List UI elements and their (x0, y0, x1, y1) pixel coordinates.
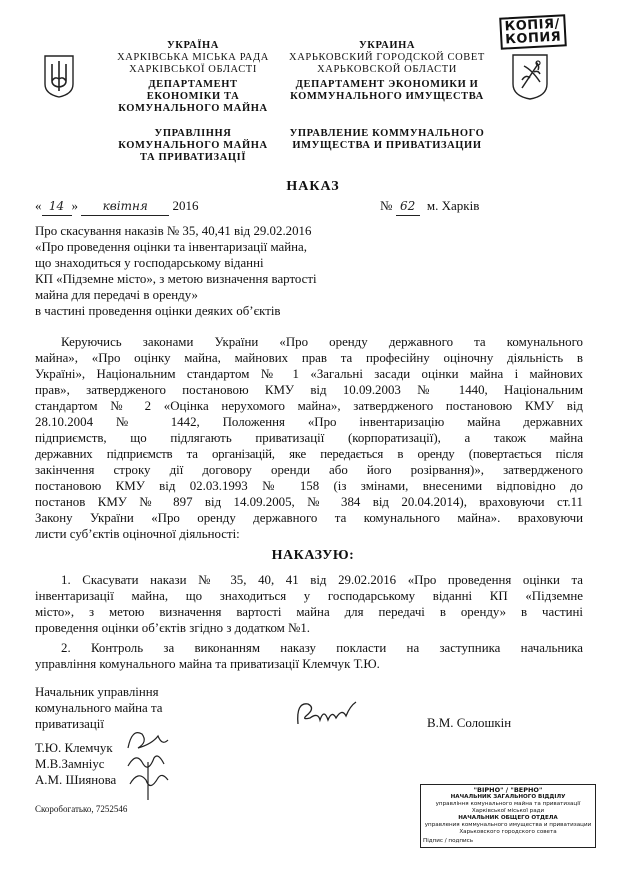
preamble-line: стандартом № 2 «Оцінка нерухомого майна», затвердженого постановою КМУ від (35, 399, 583, 413)
head-signature-icon (292, 694, 362, 734)
header-ua-council: ХАРКІВСЬКА МІСЬКА РАДА (117, 52, 269, 63)
subject-line: що знаходиться у господарському віданні (35, 256, 264, 270)
date-month: квітня (81, 197, 169, 216)
subject-line: Про скасування наказів № 35, 40,41 від 29.02.2016 (35, 224, 312, 238)
copy-stamp-line-2: КОПИЯ (504, 29, 562, 48)
header-ua-dept-1: ДЕПАРТАМЕНТ (148, 79, 238, 90)
approval-name: М.В.Замніус (35, 757, 105, 771)
copy-stamp-line-1: КОПІЯ/ (504, 16, 561, 35)
stamp-verify-line: Харківської міської ради (471, 808, 545, 814)
signatory-position-line: Начальник управління (35, 685, 159, 699)
order-item-line: 2. Контроль за виконанням наказу покласти на заступника начальника (61, 641, 583, 655)
header-ua-dept-2: ЕКОНОМІКИ ТА (146, 91, 240, 102)
order-item-line: 1. Скасувати накази № 35, 40, 41 від 29.02.2016 «Про проведення оцінки та (61, 573, 583, 587)
preamble-line: майна», «Про оцінку майна, майнових прав та професійну оціночну діяльність в (35, 351, 583, 365)
header-russian (287, 40, 487, 152)
order-item-line: управління комунального майна та приватизації Клемчук Т.Ю. (35, 657, 380, 671)
preamble-line: підприємств, що підлягають приватизації (корпоратизації), а також майна (35, 431, 583, 445)
signatory-position-line: комунального майна та (35, 701, 163, 715)
preamble-line: державних підприємств та організацій, яке передається в оренду (повертається після (35, 447, 583, 461)
order-item-line: інвентаризації майна, що знаходиться у господарському віданні КП «Підземне (35, 589, 583, 603)
order-item-2 (35, 640, 583, 672)
stamp-verify-line: Харьковского городского совета (459, 829, 557, 835)
header-ru-country: УКРАИНА (358, 40, 416, 51)
header-ukrainian (98, 40, 288, 164)
header-ru-office-1: УПРАВЛЕНИЕ КОММУНАЛЬНОГО (289, 128, 485, 139)
subject-line: КП «Підземне місто», з метою визначення вартості (35, 272, 317, 286)
signatory-name: В.М. Солошкін (427, 716, 512, 730)
approvals (35, 740, 116, 788)
header-ru-council: ХАРЬКОВСКИЙ ГОРОДСКОЙ СОВЕТ (289, 52, 485, 63)
preamble (35, 334, 583, 542)
header-ua-office-2: КОМУНАЛЬНОГО МАЙНА (118, 140, 268, 151)
preamble-line: прав», затвердженого постановою КМУ від 10.09.2003 № 1440, Національним (35, 383, 583, 397)
preamble-line: Закону України «Про оренду державного та комунального майна». враховуючи (35, 511, 583, 525)
signatory-position-line: приватизації (35, 717, 104, 731)
verification-stamp (420, 784, 596, 848)
date-line (35, 197, 199, 216)
preamble-line: Керуючись законами України «Про оренду державного та комунального (61, 335, 583, 349)
date-close-quote: » (71, 198, 78, 213)
preamble-line: закінчення строку дії договору оренди або його розірвання)», затвердженого (35, 463, 583, 477)
header-ru-dept-2: КОММУНАЛЬНОГО ИМУЩЕСТВА (290, 91, 484, 102)
preamble-line: 28.10.2004 № 1442, Положення «Про інвентаризацію майна державних (35, 415, 583, 429)
subject-block (35, 223, 317, 319)
order-item-line: місто», з метою визначення вартості майна для передачі в оренду» в частині (35, 605, 583, 619)
preamble-line: постанов КМУ № 897 від 14.09.2005, № 384 від 20.04.2014), враховуючи ст.11 (35, 495, 583, 509)
stamp-verify-line: управления коммунального имущества и приватизации (424, 822, 592, 828)
order-item-line: проведення оцінки об’єктів згідно з додатком №1. (35, 621, 311, 635)
order-number-line (380, 197, 479, 216)
header-ua-region: ХАРКІВСЬКОЇ ОБЛАСТІ (129, 64, 257, 75)
approval-signatures-icon (118, 722, 180, 802)
header-ua-office-3: ТА ПРИВАТИЗАЦІЇ (139, 152, 247, 163)
header-ru-dept-1: ДЕПАРТАМЕНТ ЭКОНОМИКИ И (295, 79, 479, 90)
copy-stamp (499, 14, 567, 49)
header-ru-office-2: ИМУЩЕСТВА И ПРИВАТИЗАЦИИ (292, 140, 482, 151)
order-city: м. Харків (426, 198, 480, 213)
header-ua-country: УКРАЇНА (166, 40, 219, 51)
stamp-verify-line: управління комунального майна та приватизації (435, 801, 581, 807)
order-heading: НАКАЗУЮ: (271, 548, 355, 563)
document-title: НАКАЗ (286, 179, 340, 194)
subject-line: в частині проведення оцінки деяких об’єктів (35, 304, 281, 318)
date-day: 14 (42, 197, 72, 216)
preamble-line: Україні», Національним стандартом № 1 «Загальні засади оцінки майна і майнових (35, 367, 583, 381)
header-ru-region: ХАРЬКОВСКОЙ ОБЛАСТИ (317, 64, 457, 75)
subject-line: «Про проведення оцінки та інвентаризації майна, (35, 240, 307, 254)
approval-name: Т.Ю. Клемчук (35, 741, 113, 755)
header-ua-office-1: УПРАВЛІННЯ (154, 128, 232, 139)
date-open-quote: « (35, 198, 42, 213)
kharkiv-coat-of-arms-icon (510, 52, 550, 100)
executor-info: Скоробогатько, 7252546 (35, 804, 128, 814)
stamp-verify-line: Підпис / подпись (423, 838, 474, 844)
stamp-verify-line: НАЧАЛЬНИК ЗАГАЛЬНОГО ВІДДІЛУ (450, 794, 566, 800)
order-number-label: № (380, 198, 393, 213)
stamp-verify-line: "ВІРНО" / "ВЕРНО" (473, 786, 543, 794)
preamble-line: постановою КМУ від 02.03.1993 № 158 (із змінами, внесеними відповідно до (35, 479, 583, 493)
stamp-verify-line: НАЧАЛЬНИК ОБЩЕГО ОТДЕЛА (458, 815, 558, 821)
date-year: 2016 (172, 198, 199, 213)
approval-name: А.М. Шиянова (35, 773, 117, 787)
preamble-line: листи суб’єктів оціночної діяльності: (35, 527, 240, 541)
order-number: 62 (396, 197, 420, 216)
subject-line: майна для передачі в оренду» (35, 288, 198, 302)
ukraine-coat-of-arms-icon (43, 54, 75, 98)
order-item-1 (35, 572, 583, 636)
header-ua-dept-3: КОМУНАЛЬНОГО МАЙНА (118, 103, 268, 114)
